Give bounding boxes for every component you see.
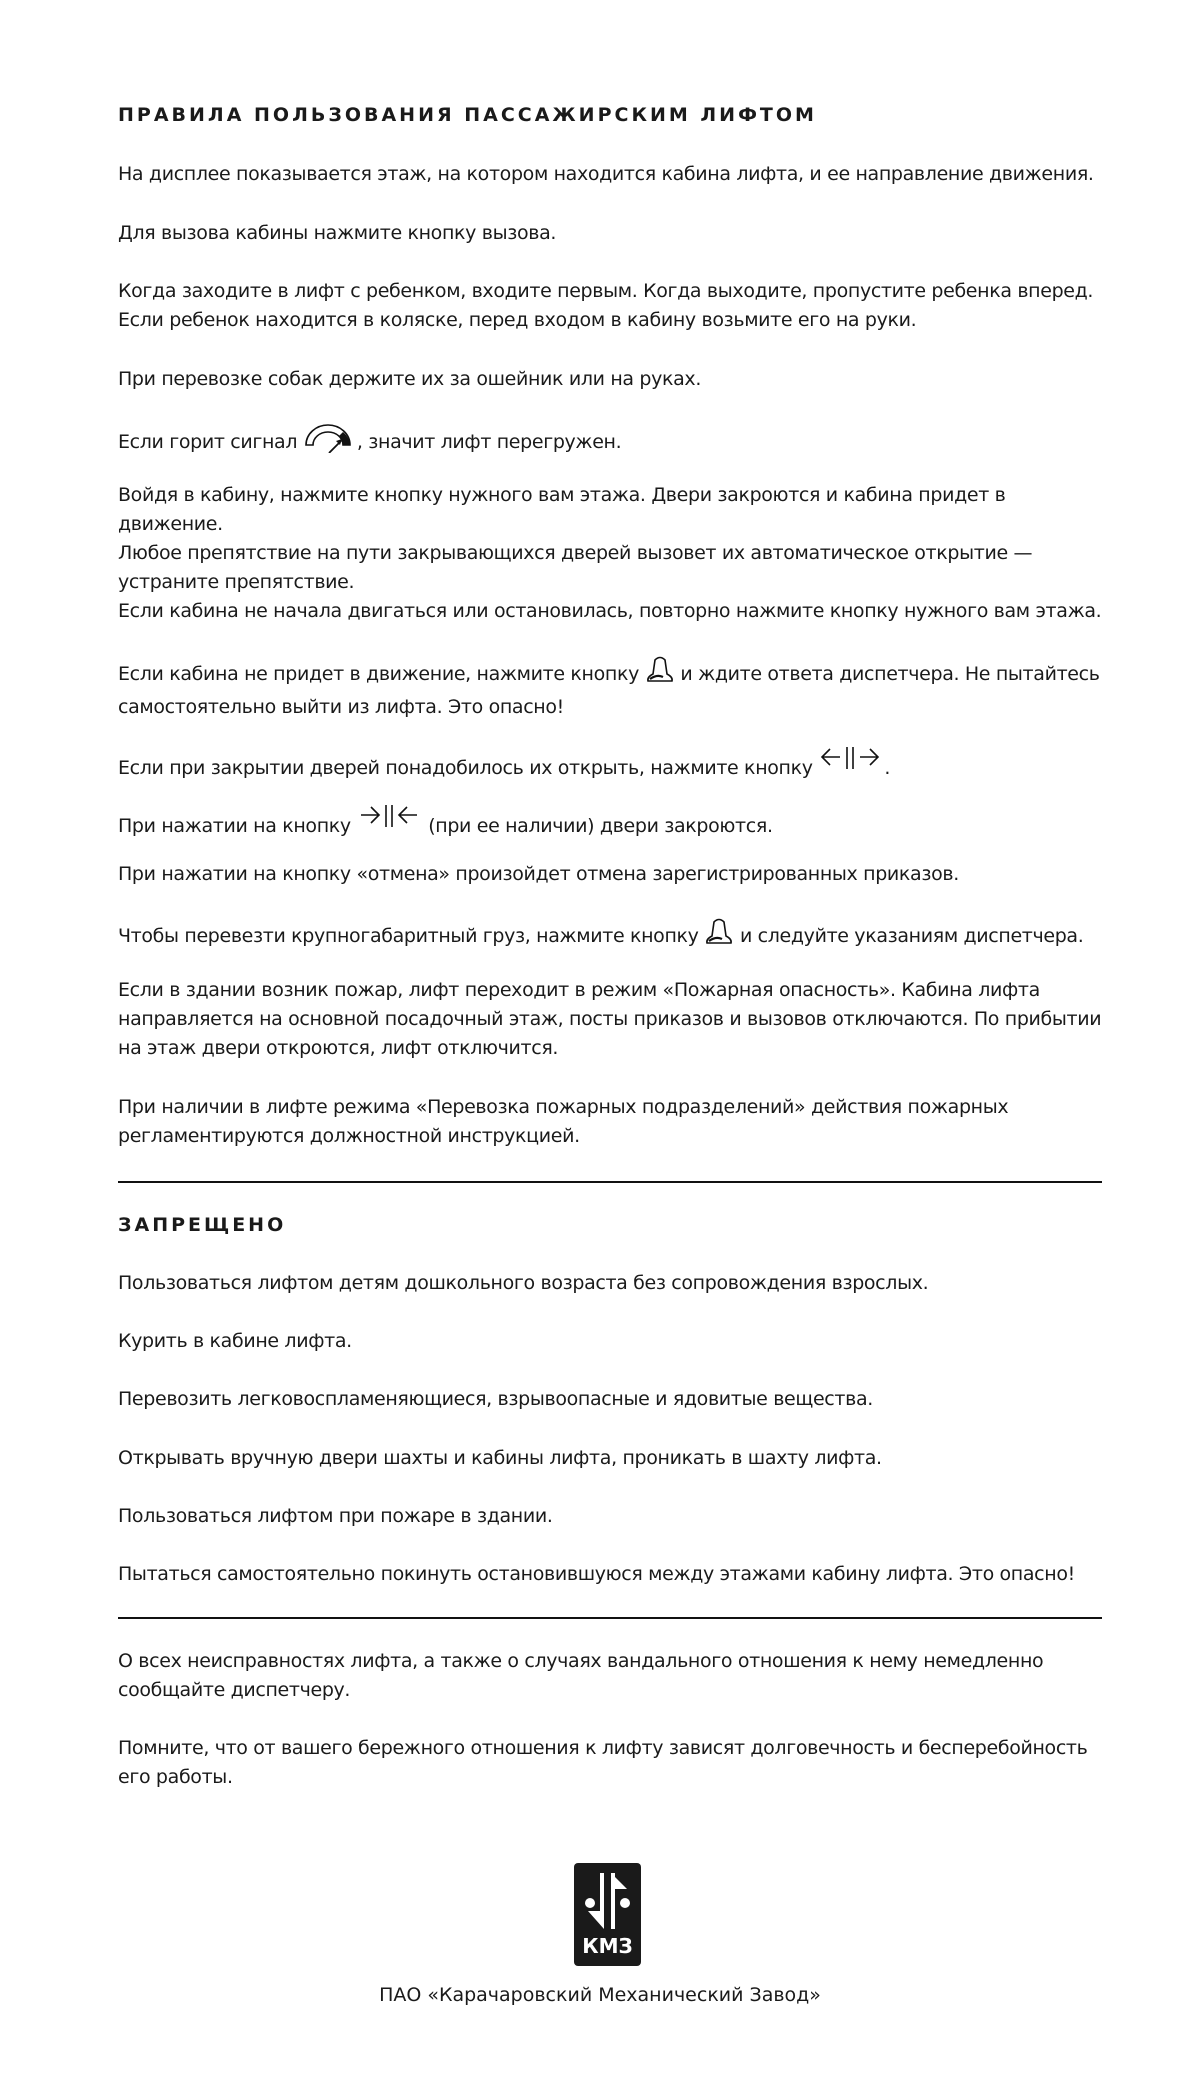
- section-divider: [118, 1181, 1102, 1183]
- rules-title: ПРАВИЛА ПОЛЬЗОВАНИЯ ПАССАЖИРСКИМ ЛИФТОМ: [118, 104, 817, 126]
- rule-dispatcher-text-after: и ждите ответа диспетчера. Не пытайтесь: [680, 663, 1100, 685]
- rule-child-line-1: Когда заходите в лифт с ребенком, входите первым. Когда выходите, пропустите ребенка вперед.: [118, 280, 1094, 302]
- dispatcher-bell-icon: [704, 918, 734, 955]
- rule-overload-text-before: Если горит сигнал: [118, 431, 298, 453]
- rule-child: [118, 277, 1102, 335]
- rule-call: Для вызова кабины нажмите кнопку вызова.: [118, 222, 557, 244]
- rule-cancel: При нажатии на кнопку «отмена» произойдет отмена зарегистрированных приказов.: [118, 863, 959, 885]
- forbidden-item: Открывать вручную двери шахты и кабины лифта, проникать в шахту лифта.: [118, 1447, 882, 1469]
- rule-floor-line-3: устраните препятствие.: [118, 571, 355, 593]
- rule-door-open-period: .: [884, 757, 891, 779]
- rule-dispatcher: [118, 656, 1102, 722]
- overload-gauge-icon: [303, 423, 357, 462]
- rule-dispatcher-line-1: [118, 656, 1102, 693]
- door-open-icon: [818, 744, 884, 779]
- rule-display: На дисплее показывается этаж, на котором находится кабина лифта, и ее направление движения.: [118, 163, 1094, 185]
- rule-fire-line-2: направляется на основной посадочный этаж, посты приказов и вызовов отключаются. По прибытии: [118, 1008, 1102, 1030]
- forbidden-item: Пытаться самостоятельно покинуть остановившуюся между этажами кабину лифта. Это опасно!: [118, 1563, 1075, 1585]
- forbidden-item: Пользоваться лифтом детям дошкольного возраста без сопровождения взрослых.: [118, 1272, 929, 1294]
- note-care-line-1: Помните, что от вашего бережного отношения к лифту зависят долговечность и бесперебойность: [118, 1737, 1088, 1759]
- rule-door-open-text: Если при закрытии дверей понадобилось их открыть, нажмите кнопку: [118, 757, 813, 779]
- rule-floor-line-1: Войдя в кабину, нажмите кнопку нужного вам этажа. Двери закроются и кабина придет в движение.: [118, 484, 1006, 535]
- forbidden-item: Перевозить легковоспламеняющиеся, взрывоопасные и ядовитые вещества.: [118, 1388, 873, 1410]
- note-care-line-2: его работы.: [118, 1766, 233, 1788]
- section-divider: [118, 1617, 1102, 1619]
- rule-overload-text-after: , значит лифт перегружен.: [356, 431, 622, 453]
- rule-repeat: Если кабина не начала двигаться или остановилась, повторно нажмите кнопку нужного вам этажа.: [118, 600, 1102, 622]
- rule-cargo: [118, 918, 1102, 955]
- note-report: [118, 1647, 1102, 1705]
- rule-dispatcher-text-before: Если кабина не придет в движение, нажмите кнопку: [118, 663, 639, 685]
- rule-floor-button: [118, 481, 1102, 597]
- forbidden-item: Пользоваться лифтом при пожаре в здании.: [118, 1505, 553, 1527]
- rule-firefighters: [118, 1093, 1102, 1151]
- rule-dispatcher-line-2: самостоятельно выйти из лифта. Это опасно!: [118, 696, 564, 718]
- rule-door-open: [118, 744, 1102, 783]
- door-close-icon: [357, 802, 423, 837]
- rule-fire: [118, 976, 1102, 1063]
- note-care: [118, 1734, 1102, 1792]
- forbidden-title: ЗАПРЕЩЕНО: [118, 1214, 287, 1236]
- rule-door-close-text-after: (при ее наличии) двери закроются.: [428, 815, 773, 837]
- rule-fire-line-3: на этаж двери откроются, лифт отключится.: [118, 1037, 559, 1059]
- rule-door-close: [118, 802, 1102, 841]
- company-name: ПАО «Карачаровский Механический Завод»: [379, 1984, 821, 2006]
- note-report-line-2: сообщайте диспетчеру.: [118, 1679, 351, 1701]
- rule-cargo-text-before: Чтобы перевезти крупногабаритный груз, нажмите кнопку: [118, 925, 699, 947]
- rule-child-line-2: Если ребенок находится в коляске, перед входом в кабину возьмите его на руки.: [118, 309, 917, 331]
- rule-firefighters-line-1: При наличии в лифте режима «Перевозка пожарных подразделений» действия пожарных: [118, 1096, 1009, 1118]
- dispatcher-bell-icon: [645, 656, 675, 693]
- kmz-logo: [574, 1863, 641, 1966]
- forbidden-item: Курить в кабине лифта.: [118, 1330, 352, 1352]
- rule-fire-line-1: Если в здании возник пожар, лифт переходит в режим «Пожарная опасность». Кабина лифта: [118, 979, 1040, 1001]
- rule-cargo-text-after: и следуйте указаниям диспетчера.: [739, 925, 1084, 947]
- rule-overload: [118, 423, 1102, 462]
- logo-text: КМЗ: [582, 1934, 633, 1958]
- note-report-line-1: О всех неисправностях лифта, а также о случаях вандального отношения к нему немедленно: [118, 1650, 1044, 1672]
- rule-floor-line-2: Любое препятствие на пути закрывающихся дверей вызовет их автоматическое открытие —: [118, 542, 1033, 564]
- rule-firefighters-line-2: регламентируются должностной инструкцией.: [118, 1125, 580, 1147]
- rule-door-close-text-before: При нажатии на кнопку: [118, 815, 351, 837]
- rule-dogs: При перевозке собак держите их за ошейник или на руках.: [118, 368, 702, 390]
